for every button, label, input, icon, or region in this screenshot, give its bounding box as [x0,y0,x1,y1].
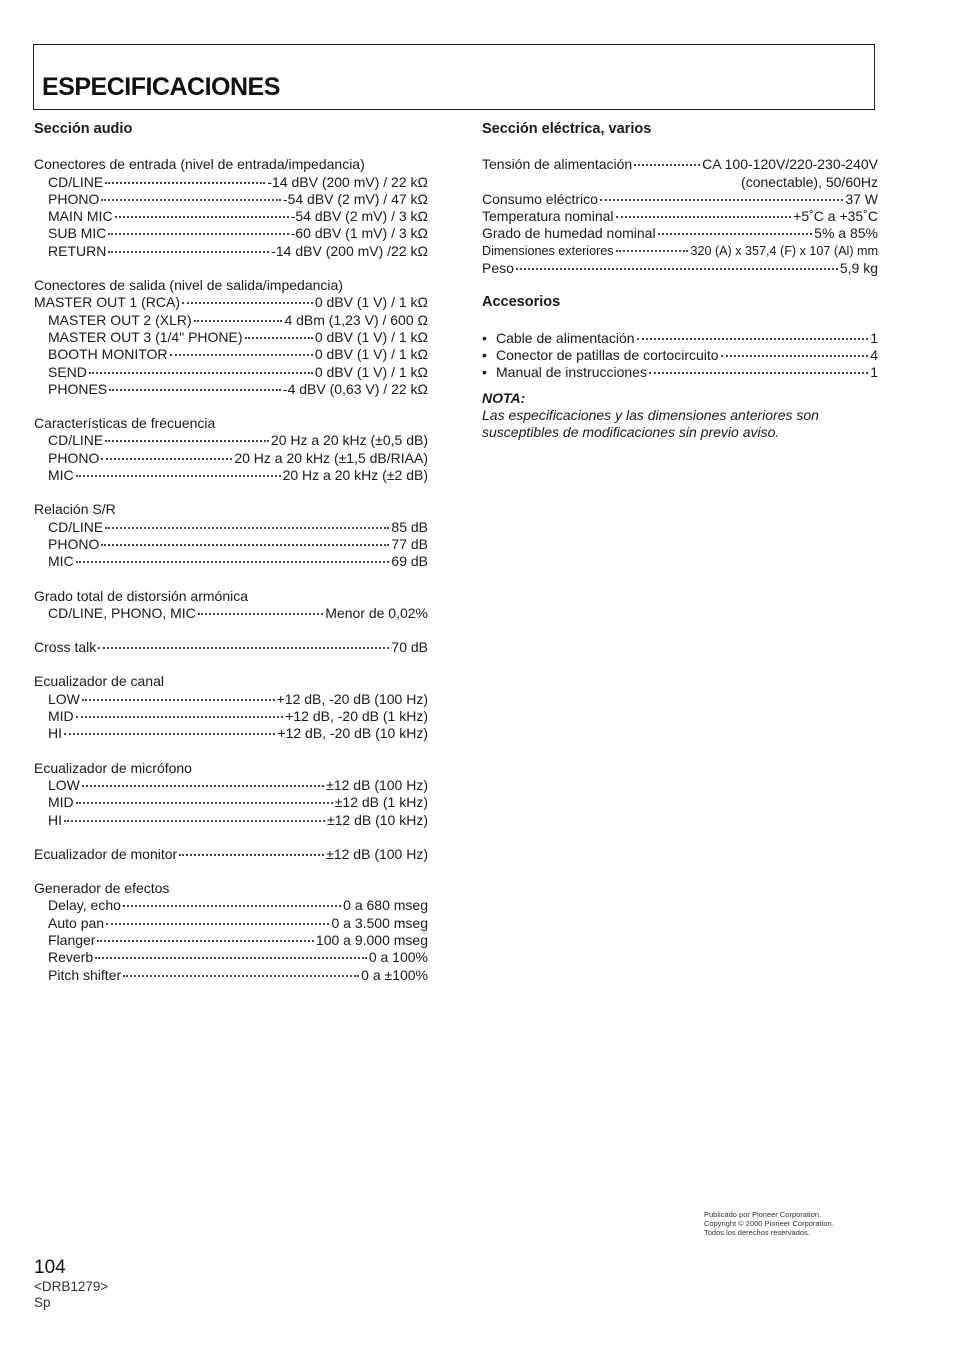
publisher-line: Publicado por Pioneer Corporation. [704,1210,822,1219]
spec-value: 20 Hz a 20 kHz (±2 dB) [282,467,428,484]
spec-row [34,725,428,742]
spec-row [34,174,428,191]
dot-leader [105,182,265,184]
spec-value: 70 dB [391,639,428,656]
dot-leader [101,199,281,201]
spec-group [34,277,428,398]
spec-value: ±12 dB (1 kHz) [334,794,428,811]
dot-leader [616,216,792,218]
spec-row [34,346,428,363]
spec-row [34,777,428,794]
spec-label: Grado de humedad nominal [482,225,656,242]
dot-leader [123,905,341,907]
spec-value: +12 dB, -20 dB (1 kHz) [285,708,428,725]
doc-code: <DRB1279> [34,1279,109,1294]
dot-leader [634,164,700,166]
spec-value: -14 dBV (200 mV) /22 kΩ [271,242,428,259]
spec-row [34,432,428,449]
spec-value: 0 a ±100% [361,966,428,983]
spec-row [482,260,878,277]
spec-label: CD/LINE [48,518,104,535]
spec-row [34,381,428,398]
dot-leader [89,372,313,374]
page-footer [34,1257,108,1311]
spec-value: 20 Hz a 20 kHz (±0,5 dB) [270,432,428,449]
dot-leader [115,216,289,218]
spec-group-title: Generador de efectos [34,880,170,897]
dot-leader [105,527,389,529]
spec-group-title: Características de frecuencia [34,415,216,432]
spec-row [34,949,428,966]
accessory-label: Conector de patillas de cortocircuito [496,346,719,363]
spec-row [482,208,878,225]
spec-label: Delay, echo [48,897,121,914]
spec-row [34,225,428,242]
spec-row [34,467,428,484]
page-number: 104 [34,1257,66,1278]
accessories-heading: Accesorios [482,294,561,311]
electrical-spec-list [482,156,878,277]
spec-group [34,880,428,984]
electrical-section [482,121,878,441]
spec-value: Menor de 0,02% [325,604,428,621]
note-heading: NOTA: [482,389,526,406]
dot-leader [82,699,275,701]
spec-label: MID [48,708,74,725]
spec-label: RETURN [48,242,107,259]
dot-leader [182,302,313,304]
spec-value: 0 a 100% [368,949,428,966]
dot-leader [98,647,389,649]
spec-group-title: Relación S/R [34,501,116,518]
dot-leader [105,440,269,442]
audio-section [34,121,428,1001]
spec-label: HI [48,725,62,742]
spec-row [34,243,428,260]
spec-value: 77 dB [391,535,428,552]
rights-line: Todos los derechos reservados. [704,1228,810,1237]
spec-label: SUB MIC [48,225,107,242]
spec-row [482,225,878,242]
dot-leader [649,372,868,374]
dot-leader [76,716,284,718]
spec-group [34,760,428,829]
spec-row [482,191,878,208]
spec-label: MASTER OUT 2 (XLR) [48,311,192,328]
language-code: Sp [34,1295,51,1310]
spec-value: 0 dBV (1 V) / 1 kΩ [314,328,428,345]
spec-label: Pitch shifter [48,966,122,983]
dot-leader [123,975,359,977]
dot-leader [245,337,313,339]
spec-value: -4 dBV (0,63 V) / 22 kΩ [282,380,428,397]
spec-group [34,588,428,623]
dot-leader [179,854,324,856]
spec-row [34,329,428,346]
accessory-qty: 1 [870,329,878,346]
dot-leader [198,613,323,615]
accessory-label: Manual de instrucciones [496,364,647,381]
dot-leader [64,733,275,735]
spec-label: BOOTH MONITOR [48,346,168,363]
spec-value: 320 (A) x 357,4 (F) x 107 (Al) mm [690,243,878,258]
spec-value: +12 dB, -20 dB (10 kHz) [277,725,428,742]
dot-leader [721,355,869,357]
dot-leader [76,802,333,804]
spec-value: 4 dBm (1,23 V) / 600 Ω [284,311,428,328]
spec-label: PHONO [48,449,100,466]
spec-label: Ecualizador de monitor [34,845,178,862]
spec-row [34,519,428,536]
accessory-label: Cable de alimentación [496,329,635,346]
spec-value: 37 W [845,190,878,207]
dot-leader [106,923,329,925]
spec-label: LOW [48,776,80,793]
dot-leader [109,389,281,391]
spec-label: MIC [48,553,74,570]
dot-leader [658,233,813,235]
dot-leader [97,940,313,942]
spec-label: PHONO [48,190,100,207]
dot-leader [600,199,843,201]
spec-value: 20 Hz a 20 kHz (±1,5 dB/RIAA) [234,449,428,466]
spec-value: -54 dBV (2 mV) / 3 kΩ [290,208,428,225]
spec-value: +5˚C a +35˚C [793,208,878,225]
page-title: ESPECIFICACIONES [42,73,280,101]
spec-label: Consumo eléctrico [482,190,598,207]
spec-value: 0 dBV (1 V) / 1 kΩ [314,294,428,311]
spec-label: MASTER OUT 3 (1/4" PHONE) [48,328,243,345]
spec-row [34,932,428,949]
spec-value: 0 dBV (1 V) / 1 kΩ [314,346,428,363]
spec-group-title: Conectores de salida (nivel de salida/impedancia) [34,277,343,294]
spec-label: CD/LINE [48,432,104,449]
bullet-icon: • [482,329,487,346]
accessory-item [482,364,878,381]
spec-value: ±12 dB (10 kHz) [326,811,428,828]
spec-group [34,639,428,656]
spec-label: Temperatura nominal [482,208,614,225]
audio-spec-groups [34,156,428,984]
spec-label: MID [48,794,74,811]
electrical-section-heading: Sección eléctrica, varios [482,121,652,137]
spec-label: PHONES [48,380,108,397]
spec-label: MAIN MIC [48,208,113,225]
spec-label: PHONO [48,535,100,552]
spec-value: -14 dBV (200 mV) / 22 kΩ [267,173,428,190]
spec-value: -60 dBV (1 mV) / 3 kΩ [290,225,428,242]
dot-leader [108,233,288,235]
spec-group-title: Conectores de entrada (nivel de entrada/impedancia) [34,156,365,173]
spec-label: Flanger [48,931,96,948]
accessory-qty: 4 [870,346,878,363]
spec-value: -54 dBV (2 mV) / 47 kΩ [282,190,428,207]
spec-value: ±12 dB (100 Hz) [326,776,428,793]
bullet-icon: • [482,346,487,363]
dot-leader [637,338,869,340]
spec-row [34,691,428,708]
spec-row [34,915,428,932]
spec-row [34,312,428,329]
spec-label: MASTER OUT 1 (RCA) [34,294,180,311]
spec-row [34,294,428,311]
spec-value: 0 a 680 mseg [343,897,428,914]
spec-row [34,897,428,914]
spec-value: 85 dB [391,518,428,535]
spec-group [34,846,428,863]
spec-row [482,156,878,173]
spec-group-title: Ecualizador de canal [34,673,164,690]
spec-label: MIC [48,467,74,484]
spec-group-title: Grado total de distorsión armónica [34,587,248,604]
spec-label: SEND [48,363,87,380]
dot-leader [516,268,838,270]
title-box [33,44,875,110]
spec-value: 0 dBV (1 V) / 1 kΩ [314,363,428,380]
spec-value: 69 dB [391,553,428,570]
publisher-notice [704,1210,834,1237]
spec-label: Tensión de alimentación [482,156,633,173]
spec-group [34,501,428,570]
dot-leader [82,785,324,787]
spec-row [34,846,428,863]
spec-row [34,536,428,553]
dot-leader [101,458,232,460]
spec-label: Peso [482,260,514,277]
spec-value-continuation: (conectable), 50/60Hz [741,173,878,190]
spec-label: HI [48,811,62,828]
copyright-line: Copyright © 2000 Pioneer Corporation. [704,1219,834,1228]
dot-leader [108,251,269,253]
accessories-list [482,330,878,382]
accessory-item [482,347,878,364]
spec-row [34,708,428,725]
spec-value: +12 dB, -20 dB (100 Hz) [276,690,428,707]
dot-leader [170,354,313,356]
spec-value: ±12 dB (100 Hz) [326,845,428,862]
spec-value: 5% a 85% [814,225,878,242]
spec-row [482,243,878,260]
spec-label: CD/LINE, PHONO, MIC [48,604,196,621]
spec-label: LOW [48,690,80,707]
dot-leader [616,250,689,252]
spec-value: CA 100-120V/220-230-240V [702,156,878,173]
spec-row [34,191,428,208]
spec-row [34,794,428,811]
spec-value: 0 a 3.500 mseg [331,914,428,931]
spec-row [34,639,428,656]
spec-row [34,812,428,829]
dot-leader [194,320,283,322]
accessory-qty: 1 [870,364,878,381]
bullet-icon: • [482,364,487,381]
spec-row [34,208,428,225]
spec-row [34,450,428,467]
dot-leader [76,561,390,563]
accessory-item [482,330,878,347]
spec-row [34,967,428,984]
spec-row [34,364,428,381]
spec-value: 100 a 9.000 mseg [315,931,428,948]
dot-leader [76,475,281,477]
spec-label: Auto pan [48,914,105,931]
spec-group-title: Ecualizador de micrófono [34,759,192,776]
spec-group [34,673,428,742]
dot-leader [64,820,325,822]
spec-value: 5,9 kg [839,260,878,277]
dot-leader [101,544,389,546]
audio-section-heading: Sección audio [34,121,133,137]
spec-row [34,553,428,570]
spec-row [34,605,428,622]
spec-group [34,415,428,484]
spec-label: Cross talk [34,639,97,656]
spec-group [34,156,428,260]
dot-leader [95,957,367,959]
spec-label: Reverb [48,949,94,966]
note-text: Las especificaciones y las dimensiones anteriores son susceptibles de modificaciones sin previo aviso. [482,406,819,441]
spec-label: Dimensiones exteriores [482,243,614,258]
spec-label: CD/LINE [48,173,104,190]
